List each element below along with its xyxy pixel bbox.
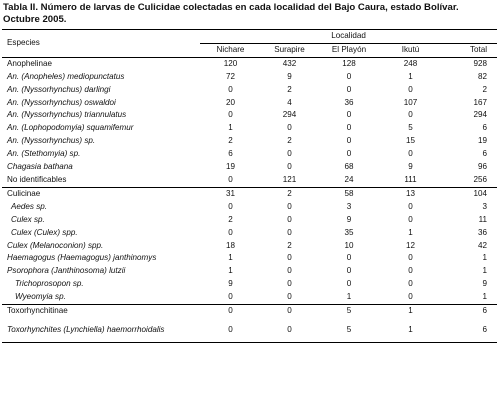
table-row: [2, 265, 497, 278]
table-caption: Tabla II. Número de larvas de Culicidae colectadas en cada localidad del Bajo Caura, estado Bolívar. Octubre 2005.: [3, 2, 459, 25]
count-cell: 0: [287, 266, 292, 276]
species-name-cell: Toxorhynchites (Lynchiella) haemorrhoidalis: [2, 318, 200, 343]
count-cell: 68: [344, 162, 354, 172]
table-row: [2, 135, 497, 148]
table-row: [2, 148, 497, 161]
count-cell: 0: [287, 279, 292, 289]
species-name-cell: Chagasia bathana: [7, 162, 73, 172]
table-row: [2, 84, 497, 97]
count-cell: 111: [404, 174, 417, 184]
count-cell: 18: [225, 240, 235, 250]
species-name-cell: An. (Nyssorhynchus) sp.: [7, 136, 96, 146]
count-cell: 6: [482, 149, 488, 159]
count-cell: 0: [408, 110, 413, 120]
count-cell: 120: [223, 58, 238, 68]
species-column-header: Especies: [2, 30, 200, 58]
count-cell: 0: [228, 84, 233, 94]
count-cell: 0: [228, 292, 233, 302]
count-cell: 6: [482, 123, 488, 133]
count-cell: 6: [441, 318, 497, 343]
column-header: El Playón: [318, 43, 380, 57]
column-header: Nichare: [200, 43, 261, 57]
count-cell: 0: [408, 201, 413, 211]
count-cell: 0: [408, 149, 413, 159]
count-cell: 9: [482, 279, 488, 289]
count-cell: 294: [473, 110, 488, 120]
species-name-cell: Trichoprosopon sp.: [15, 279, 84, 289]
species-name-cell: An. (Stethomyia) sp.: [7, 149, 81, 159]
count-cell: 0: [346, 84, 352, 94]
count-cell: 128: [342, 58, 356, 68]
count-cell: 0: [408, 253, 413, 263]
count-cell: 0: [346, 110, 352, 120]
count-cell: 0: [346, 279, 352, 289]
table-row: [2, 97, 497, 110]
count-cell: 1: [228, 123, 233, 133]
species-name-cell: Culex sp.: [11, 214, 45, 224]
count-cell: 104: [441, 187, 497, 200]
count-cell: 107: [403, 97, 418, 107]
species-name-cell: An. (Nyssorhynchus) triannulatus: [7, 110, 127, 120]
count-cell: 0: [287, 162, 292, 172]
count-cell: 0: [408, 292, 413, 302]
count-cell: 0: [408, 279, 413, 289]
header-row-1: [2, 30, 497, 44]
count-cell: 0: [287, 253, 292, 263]
species-name-cell: Culicinae: [2, 187, 200, 200]
count-cell: 35: [344, 227, 354, 237]
count-cell: 1: [380, 305, 441, 318]
count-cell: 58: [318, 187, 380, 200]
count-cell: 0: [287, 227, 292, 237]
count-cell: 4: [287, 97, 292, 107]
count-cell: 6: [441, 305, 497, 318]
count-cell: 2: [261, 187, 318, 200]
table-row: [2, 109, 497, 122]
count-cell: 12: [405, 240, 415, 250]
count-cell: 15: [405, 136, 415, 146]
count-cell: 82: [478, 71, 488, 81]
count-cell: 19: [478, 136, 488, 146]
count-cell: 1: [408, 227, 413, 237]
count-cell: 0: [408, 266, 413, 276]
species-name-cell: Psorophora (Janthinosoma) lutzii: [7, 266, 126, 276]
species-name-cell: No identificables: [7, 174, 67, 184]
count-cell: 0: [200, 318, 261, 343]
count-cell: 9: [408, 162, 413, 172]
count-cell: 13: [380, 187, 441, 200]
count-cell: 5: [318, 305, 380, 318]
species-name-cell: An. (Anopheles) mediopunctatus: [7, 71, 125, 81]
count-cell: 256: [473, 174, 488, 184]
species-name-cell: An. (Lophopodomyia) squamifemur: [7, 123, 134, 133]
count-cell: 0: [287, 214, 292, 224]
count-cell: 0: [261, 305, 318, 318]
count-cell: 0: [228, 201, 233, 211]
count-cell: 1: [228, 253, 233, 263]
count-cell: 0: [228, 227, 233, 237]
count-cell: 0: [346, 136, 352, 146]
table-row: [2, 201, 497, 214]
count-cell: 1: [228, 266, 233, 276]
species-name-cell: Wyeomyia sp.: [15, 292, 66, 302]
count-cell: 0: [346, 253, 352, 263]
table-row: [2, 278, 497, 291]
species-name-cell: Toxorhynchitinae: [2, 305, 200, 318]
table-body: [2, 57, 497, 342]
count-cell: 0: [408, 84, 413, 94]
larvae-table: [2, 29, 497, 343]
species-name-cell: Culex (Melanoconion) spp.: [7, 240, 104, 250]
count-cell: 928: [473, 58, 488, 68]
count-cell: 20: [225, 97, 235, 107]
table-row: [2, 240, 497, 253]
count-cell: 1: [482, 253, 488, 263]
count-cell: 0: [228, 110, 233, 120]
count-cell: 0: [346, 266, 352, 276]
species-name-cell: Anophelinae: [7, 58, 53, 68]
table-row: [2, 174, 497, 187]
count-cell: 19: [225, 162, 235, 172]
count-cell: 3: [482, 201, 488, 211]
count-cell: 36: [478, 227, 488, 237]
count-cell: 11: [478, 214, 488, 224]
count-cell: 0: [200, 305, 261, 318]
count-cell: 0: [346, 123, 352, 133]
count-cell: 432: [282, 58, 297, 68]
table-row: [2, 291, 497, 304]
count-cell: 96: [478, 162, 488, 172]
count-cell: 1: [408, 71, 413, 81]
count-cell: 0: [287, 201, 292, 211]
count-cell: 0: [346, 71, 352, 81]
count-cell: 0: [261, 318, 318, 343]
species-name-cell: An. (Nyssorhynchus) oswaldoi: [7, 97, 116, 107]
count-cell: 72: [225, 71, 235, 81]
table-row: [2, 122, 497, 135]
count-cell: 5: [318, 318, 380, 343]
count-cell: 42: [478, 240, 488, 250]
column-header: Total: [441, 43, 497, 57]
count-cell: 31: [200, 187, 261, 200]
count-cell: 3: [346, 201, 352, 211]
count-cell: 2: [287, 240, 292, 250]
count-cell: 1: [346, 292, 352, 302]
table-row: [2, 227, 497, 240]
count-cell: 0: [346, 149, 352, 159]
table-row: [2, 318, 497, 343]
count-cell: 9: [228, 279, 233, 289]
subfamily-row: [2, 57, 497, 70]
count-cell: 121: [282, 174, 297, 184]
locality-header: Localidad: [200, 30, 497, 44]
count-cell: 0: [287, 292, 292, 302]
count-cell: 5: [408, 123, 413, 133]
count-cell: 0: [287, 123, 292, 133]
count-cell: 2: [228, 136, 233, 146]
count-cell: 248: [403, 58, 418, 68]
count-cell: 0: [287, 149, 292, 159]
species-name-cell: An. (Nyssorhynchus) darlingi: [7, 84, 111, 94]
count-cell: 2: [482, 84, 488, 94]
count-cell: 2: [287, 84, 292, 94]
count-cell: 1: [482, 292, 488, 302]
column-header: Ikutú: [380, 43, 441, 57]
species-name-cell: Aedes sp.: [11, 201, 47, 211]
count-cell: 36: [344, 97, 354, 107]
count-cell: 24: [344, 174, 354, 184]
table-row: [2, 71, 497, 84]
count-cell: 9: [287, 71, 292, 81]
subfamily-row: [2, 305, 497, 318]
count-cell: 2: [228, 214, 233, 224]
table-row: [2, 252, 497, 265]
count-cell: 2: [287, 136, 292, 146]
count-cell: 1: [482, 266, 488, 276]
count-cell: 167: [473, 97, 488, 107]
subfamily-row: [2, 187, 497, 200]
count-cell: 294: [282, 110, 297, 120]
column-header: Surapire: [261, 43, 318, 57]
count-cell: 0: [408, 214, 413, 224]
table-row: [2, 161, 497, 174]
count-cell: 10: [344, 240, 354, 250]
species-name-cell: Haemagogus (Haemagogus) janthinomys: [7, 253, 157, 263]
count-cell: 1: [380, 318, 441, 343]
count-cell: 6: [228, 149, 233, 159]
count-cell: 9: [346, 214, 352, 224]
count-cell: 0: [228, 174, 233, 184]
species-name-cell: Culex (Culex) spp.: [11, 227, 78, 237]
table-row: [2, 214, 497, 227]
